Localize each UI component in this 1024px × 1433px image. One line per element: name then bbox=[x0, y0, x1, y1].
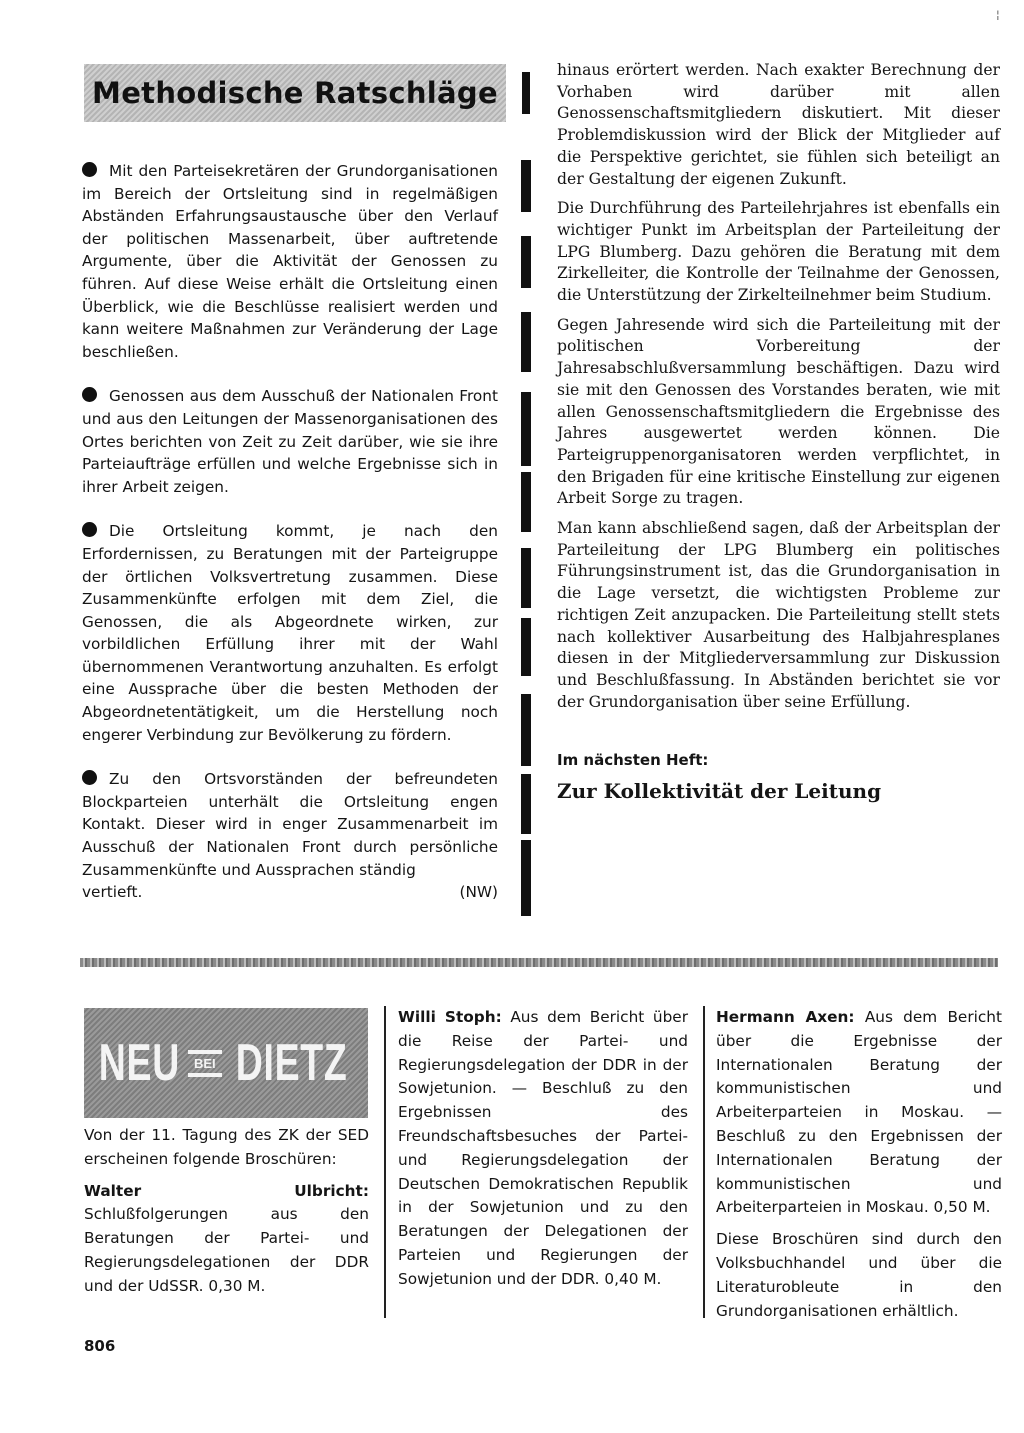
last-line-row bbox=[82, 881, 498, 904]
column-bar bbox=[521, 774, 531, 834]
section-header bbox=[84, 64, 506, 122]
publication-description: Aus dem Bericht über die Ergebnisse der Internationalen Beratung der kommunistischen und Arbeiterparteien in Moskau. — Beschluß zu den Ergebnissen der Internationalen Beratung der kommunistischen und Arbeiterparteien in Moskau. 0,50 M. bbox=[716, 1008, 1002, 1217]
logo-word-bei: BEI bbox=[193, 1055, 216, 1071]
column-bar bbox=[521, 840, 531, 916]
page-number: 806 bbox=[84, 1337, 116, 1355]
column-bar bbox=[521, 472, 531, 532]
publications-closing: Diese Broschüren sind durch den Volksbuchhandel und über die Literaturobleute in den Grundorganisationen erhältlich. bbox=[716, 1230, 1002, 1320]
logo-middle bbox=[188, 1048, 222, 1079]
left-column bbox=[82, 160, 498, 926]
next-issue-label: Im nächsten Heft: bbox=[557, 751, 709, 770]
publication-entry bbox=[716, 1006, 1002, 1220]
column-bar bbox=[521, 548, 531, 608]
bullet-icon bbox=[82, 770, 97, 785]
bullet-paragraph: Die Ortsleitung kommt, je nach den Erfordernissen, zu Beratungen mit der Parteigruppe der örtlichen Volksvertretung zusammen. Diese Zusammenkünfte erfolgen mit dem Ziel, die Genossen, die als Abgeordnete wirken, zur vorbildlichen Erfüllung ihrer mit der Wahl übernommenen Verantwortung anzuhalten. Es erfolgt eine Aussprache über die besten Methoden der Abgeordnetentätigkeit, um die Herstellung noch engerer Verbindung zur Bevölkerung zu fördern. bbox=[82, 522, 498, 744]
next-issue-title: Zur Kollektivität der Leitung bbox=[557, 779, 882, 804]
article-paragraph: Die Durchführung des Parteilehrjahres ist ebenfalls ein wichtiger Punkt im Arbeitsplan der Parteileitung der LPG Blumberg. Dazu gehören die Beratung mit dem Zirkelleiter, die Kontrolle der Teilnahme der Genossen, die Unterstützung der Zirkelteilnehmer beim Studium. bbox=[557, 199, 1000, 305]
column-bar bbox=[521, 236, 531, 288]
section-title: Methodische Ratschläge bbox=[92, 76, 498, 110]
corner-mark: ¦ bbox=[996, 8, 1000, 21]
logo-line bbox=[188, 1050, 222, 1054]
right-column bbox=[557, 60, 1000, 803]
article-paragraph: Gegen Jahresende wird sich die Parteileitung mit der politischen Vorbereitung der Jahresabschlußversammlung beschäftigen. Dazu wird sie mit den Genossen des Vorstandes beraten, wie mit allen Genossenschaftsmitgliedern die Ergebnisse des Jahres ausgewertet werden können. Die Parteigruppenorganisatoren werden verpflichtet, in den Brigaden für eine kritische Einstellung zur eigenen Arbeit Sorge zu tragen. bbox=[557, 315, 1000, 508]
logo-line bbox=[188, 1073, 222, 1077]
column-rule bbox=[384, 1006, 386, 1318]
logo-word-dietz: DIETZ bbox=[235, 1034, 348, 1092]
column-bar bbox=[521, 312, 531, 372]
bullet-paragraph: Mit den Parteisekretären der Grundorganisationen im Bereich der Ortsleitung sind in regelmäßigen Abständen Erfahrungsaustausche über den Verlauf der politischen Massenarbeit, über auftretende Argumente, über die Aktivität der Genossen zu führen. Auf diese Weise erhält die Ortsleitung einen Überblick, wie die Beschlüsse realisiert werden und kann weitere Maßnahmen zur Veränderung der Lage beschließen. bbox=[82, 162, 498, 361]
neu-bei-dietz-logo bbox=[84, 1008, 368, 1118]
publications-column-2 bbox=[398, 1006, 688, 1300]
column-bar bbox=[522, 72, 530, 114]
column-bar bbox=[521, 694, 531, 766]
publications-intro: Von der 11. Tagung des ZK der SED erscheinen folgende Broschüren: bbox=[84, 1126, 369, 1168]
bullet-icon bbox=[82, 522, 97, 537]
author-signature: (NW) bbox=[459, 883, 498, 902]
section-separator bbox=[80, 958, 998, 967]
column-bar bbox=[521, 392, 531, 466]
bullet-icon bbox=[82, 387, 97, 402]
column-rule bbox=[703, 1006, 705, 1318]
bullet-paragraph: Genossen aus dem Ausschuß der Nationalen Front und aus den Leitungen der Massenorganisationen des Ortes berichten von Zeit zu Zeit darüber, wie sie ihre Parteiaufträge erfüllen und welche Ergebnisse sich in ihrer Arbeit zeigen. bbox=[82, 387, 498, 496]
publication-description: Schlußfolgerungen aus den Beratungen der Partei- und Regierungsdelegationen der DDR und der UdSSR. 0,30 M. bbox=[84, 1205, 369, 1295]
publication-author: Willi Stoph: bbox=[398, 1008, 502, 1026]
publication-entry bbox=[84, 1180, 369, 1299]
bullet-icon bbox=[82, 162, 97, 177]
column-bar bbox=[521, 160, 531, 212]
bullet-paragraph: Zu den Ortsvorständen der befreundeten Blockparteien unterhält die Ortsleitung engen Kontakt. Dieser wird in enger Zusammenarbeit im Ausschuß der Nationalen Front durch persönliche Zusammenkünfte und Aussprachen ständig bbox=[82, 770, 498, 879]
publication-entry bbox=[398, 1006, 688, 1292]
publication-description: Aus dem Bericht über die Reise der Partei- und Regierungsdelegation der DDR in der Sowjetunion. — Beschluß zu den Ergebnissen des Freundschaftsbesuches der Partei- und Regierungsdelegation der Deutschen Demokratischen Republik in der Sowjetunion und zu den Beratungen der Delegationen der Parteien und Regierungen der Sowjetunion und der DDR. 0,40 M. bbox=[398, 1008, 688, 1288]
publication-author: Walter Ulbricht: bbox=[84, 1181, 369, 1200]
publication-author: Hermann Axen: bbox=[716, 1008, 855, 1026]
logo-word-neu: NEU bbox=[98, 1034, 181, 1092]
article-paragraph: Man kann abschließend sagen, daß der Arbeitsplan der Parteileitung der LPG Blumberg ein politisches Führungsinstrument ist, das die Grundorganisation in die Lage versetzt, die wichtigsten Probleme zur richtigen Zeit anzupacken. Die Parteileitung stellt stets nach kollektiver Ausarbeitung des Halbjahresplanes diesen in der Mitgliederversammlung zur Diskussion und Beschlußfassung. In Abständen berichtet sie vor der Grundorganisation über seine Erfüllung. bbox=[557, 519, 1000, 711]
column-bar bbox=[521, 618, 531, 676]
last-line: vertieft. bbox=[82, 883, 143, 902]
publications-column-3 bbox=[716, 1006, 1002, 1331]
publications-column-1 bbox=[84, 1124, 369, 1307]
article-paragraph: hinaus erörtert werden. Nach exakter Berechnung der Vorhaben wird darüber mit allen Genossenschaftsmitgliedern diskutiert. Mit dieser Problemdiskussion wird der Blick der Mitglieder auf die Perspektive gerichtet, sie fühlen sich beteiligt an der Gestaltung der eigenen Zukunft. bbox=[557, 61, 1000, 188]
